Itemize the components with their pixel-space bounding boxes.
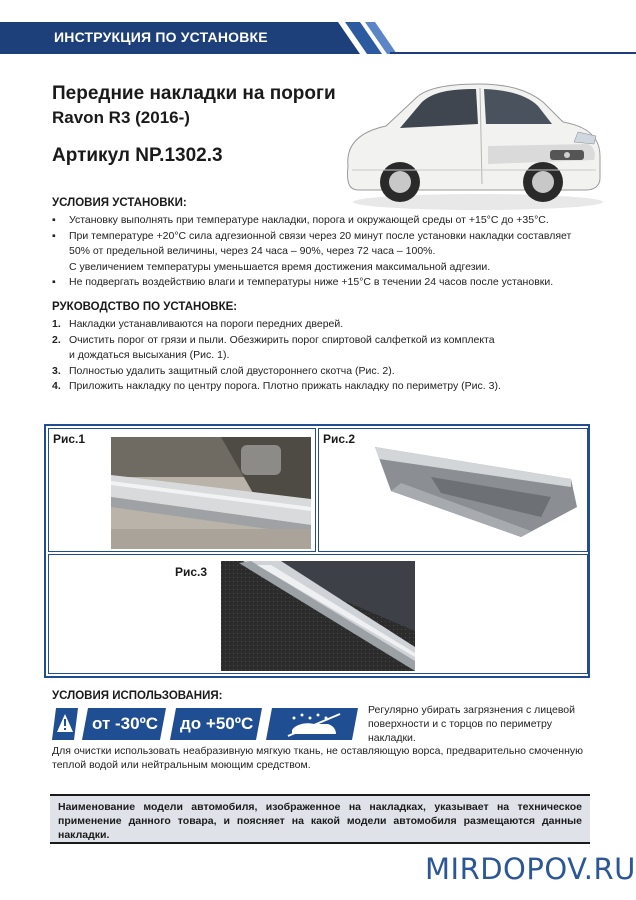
model-notice: Наименование модели автомобиля, изображенное на накладках, указывает на техническое применение данного товара, и поясняет на какой модели автомобиля размещаются данные накладки. bbox=[50, 794, 590, 844]
car-illustration bbox=[338, 74, 606, 214]
bullet-icon: ▪ bbox=[52, 214, 56, 226]
usage-heading: УСЛОВИЯ ИСПОЛЬЗОВАНИЯ: bbox=[52, 690, 223, 702]
brand-logo: MIRDOPOV.RU bbox=[425, 852, 636, 886]
cleaning-note-right: Регулярно убирать загрязнения с лицевой поверхности и с торцов по периметру накладки. bbox=[368, 704, 576, 744]
list-item: и дождаться высыхания (Рис. 1). bbox=[69, 349, 230, 361]
figure-grid bbox=[44, 424, 590, 678]
list-item: ▪ Не подвергать воздействию влаги и температуры ниже +15°С в течении 24 часов после установки. bbox=[52, 275, 592, 291]
header-banner bbox=[0, 22, 636, 54]
bullet-icon: ▪ bbox=[52, 229, 56, 242]
list-item: 50% от предельной величины, через 24 часа – 90%, через 72 часа – 100%. bbox=[69, 245, 436, 257]
cleaning-note: Для очистки использовать неабразивную мягкую ткань, не оставляющую ворса, предварительно смоченную теплой водой или нейтральным моющим средством. bbox=[52, 745, 584, 771]
conditions-heading: УСЛОВИЯ УСТАНОВКИ: bbox=[52, 197, 187, 209]
usage-icons bbox=[52, 708, 362, 740]
figure-3 bbox=[48, 554, 588, 674]
list-item: ▪ При температуре +20°С сила адгезионной связи через 20 минут после установки накладки составляет bbox=[52, 229, 592, 245]
bullet-icon: ▪ bbox=[52, 276, 56, 288]
figure-1 bbox=[48, 428, 316, 552]
list-item: ▪ Установку выполнять при температуре накладки, порога и окружающей среды от +15°С до +35°С. bbox=[52, 213, 592, 229]
figure-2-photo bbox=[371, 437, 583, 537]
figure-1-label: Рис.1 bbox=[53, 432, 86, 446]
list-item: 3. Полностью удалить защитный слой двустороннего скотча (Рис. 2). bbox=[52, 364, 395, 377]
figure-2-label: Рис.2 bbox=[323, 432, 356, 446]
no-car-wash-icon bbox=[266, 708, 358, 740]
figure-3-label: Рис.3 bbox=[175, 565, 208, 579]
product-article: Артикул NP.1302.3 bbox=[52, 145, 223, 166]
temp-min-text: от -30ºС bbox=[92, 714, 159, 733]
product-model: Ravon R3 (2016-) bbox=[52, 108, 190, 127]
figure-2 bbox=[318, 428, 588, 552]
product-title: Передние накладки на пороги bbox=[52, 83, 336, 104]
figure-1-photo bbox=[111, 437, 311, 549]
conditions-list bbox=[52, 213, 592, 291]
figure-3-photo bbox=[221, 561, 415, 671]
guide-list bbox=[52, 317, 592, 395]
list-item: 2. Очистить порог от грязи и пыли. Обезжирить порог спиртовой салфеткой из комплекта bbox=[52, 333, 495, 346]
list-item: 4. Приложить накладку по центру порога. Плотно прижать накладку по периметру (Рис. 3). bbox=[52, 380, 501, 392]
header-title: ИНСТРУКЦИЯ ПО УСТАНОВКЕ bbox=[54, 29, 268, 45]
guide-heading: РУКОВОДСТВО ПО УСТАНОВКЕ: bbox=[52, 301, 238, 313]
temp-max-text: до +50ºС bbox=[180, 714, 254, 733]
list-item: С увеличением температуры уменьшается время достижения максимальной адгезии. bbox=[69, 260, 491, 273]
list-item: 1. Накладки устанавливаются на пороги передних дверей. bbox=[52, 318, 344, 330]
warning-icon bbox=[52, 708, 78, 740]
